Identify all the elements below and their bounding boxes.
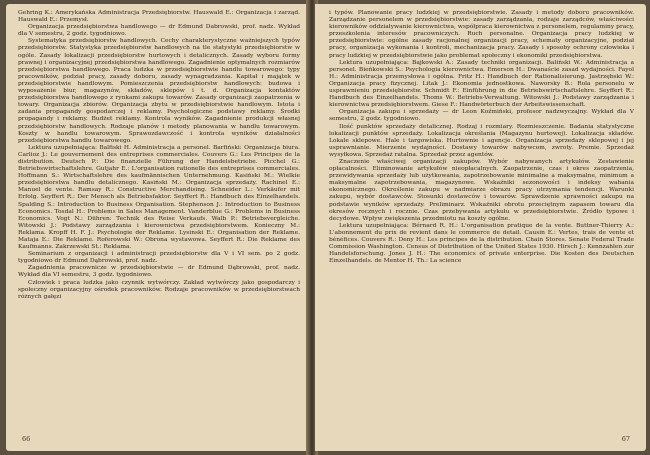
paragraph: Organizacja przedsiębiorstwa handlowego — dr Edmund Dabrowski, prof. nadz. Wykład dla V semestru, 2 godz. tygodniowo. [18, 24, 300, 38]
paragraph: Ilość punktów sprzedaży detalicznej. Rodzaj i rozmiary. Rozmieszczenie. Badania statystyczne lokalizacji punktów sprzedaży. Lokalizacja określania (Magazynu hurtowej). Lokalizacja składów. Lokale sklepowe. Hale i targowiska. Hurtownie i agencje. Organizacja sprzedaży sklepowej i jej usprawnianie. Mierzenie wydajności. Dostawy towarów nabywcom, zwroty. Premie. Sprzedaż wysyłkowa. Sprzedaż ratalna. Sprzedaż przez agentów. [329, 123, 634, 158]
paragraph: i typów. Planowanie pracy ludzkiej w przedsiębiorstwie. Zasady i metody doboru pracowników. Zarządzanie personelem w przedsiębiorstwie: zasady zarządzania, rodzaje zarządców, właściwości kierowników oddziaływanie kierownictwa, współpraca kierownictwa z personelem, regulaminy pracy, przeszkolenia interesów pracowniczych. Ruch personalne. Organizacja pracy ludzkiej w przedsiębiorstwie: ogólne zasady racjonalnej organizacji pracy, schematy organizacyjne, podział pracy, organizacja wykonania i kontroli, mechanizacja pracy. Zasady i sposoby ochrony człowieka i pracy ludzkiej w przedsiębiorstwie jako problemat społeczny i ekonomiki przedsiębiorstwa. [329, 10, 634, 59]
right-page-text [329, 10, 634, 265]
paragraph: Znaczenie właściwej organizacji zakupów. Wybór nabywanych artykułów. Zestawienie opłacalności. Eliminowanie artykułów nieopłacalnych. Zaopatrzenie, czas i okres zaopatrzenia, przewidywania sprzedaży lub użytkowania, zapotrzebowanie minimalne a maksymalne, minimum a maksymalne zapotrzebowania, magazynowe. Wskaźniki sezonowości i indeksy wahania ekonomicznego. Określenie zakupu w nadmiarze obrazu pracy utrzymania tendencji. Warunki zakupu, wybór dostawców. Stosunki dostawców i towarów. Sprawdzenie sprawności zakupu na podstawie wyników sprzedaży. Preliminarz. Wskaźniki obrotu przeciętnym zapasem towaru dla okresów rocznych i rocznie. Czas przebywania artykułu w przedsiębiorstwie. Źródło typowe i decydowe. Wpływ zwiększenia przedmiotu na koszty ogólne. [329, 158, 634, 222]
page-number-right: 67 [621, 435, 630, 443]
page-number-left: 66 [22, 435, 31, 443]
paragraph: Gehring K.: Amerykańska Administracja Przedsiębiorstw. Hauswald E.: Organizacja i zarząd. Hauswald E.: Przemysł. [18, 10, 300, 24]
paragraph: Człowiek i praca ludzka jako czynnik wytwórczy. Zakład wytwórczy jako gospodarczy i społeczny organizacyjny ośrodek pracowników. Rodzaje pracowników w przedsiębiorstwach różnych gałęzi [18, 279, 300, 300]
paragraph: Seminarium z organizacji i administracji przedsiębiorstw dla V i VI sem. po 2 godz. tygodniowo dr Edmund Dąbrowski, prof. nadz. [18, 251, 300, 265]
paragraph: Systematyka przedsiębiorstw handlowych. Cechy charakterystyczne ważniejszych typów przedsiębiorstw. Statystyka przedsiębiorstw handlowych na tle statystyki przedsiębiorstw w ogóle. Zasady lokalizacji przedsiębiorstw hurtowych i detalicznych. Zasady wyboru formy prawnej i organizacyjnej przedsiębiorstwa handlowego. Zagadnienie optymalnych rozmiarów przedsiębiorstwa handlowego. Praca ludzka w przedsiębiorstwie handlu towarowego: typy pracowników, podział pracy, zasady doboru, zasady wynagradzania. Kapitał i majątek w przedsiębiorstwie handlowym. Pomieszczenia przedsiębiorstw handlowych: budowa i wyposażenie biur, magazynów, składów, sklepów i t. d. Organizacja kontaktów przedsiębiorstwa handlowego z rynkami zakupu towarów. Zasady organizacji zaopatrzenia w towary. Organizacja zbiorów. Organizacja zbytu w przedsiębiorstwie handlowym. Istota i zadania propagandy gospodarczej i reklamy. Psychologiczne podstawy reklamy. Środki propagandy i reklamy. Budżet reklamy. Kontrola wyników. Zagadnienie produkcji własnej przedsiębiorstw handlowych. Rodzaje planów i metody planowania w handlu towarowym. Koszty w handlu towarowym. Sprawozdawczość i kontrola wyników działalności przedsiębiorstwa handlu towarowego. [18, 38, 300, 144]
paragraph: Lektura uzupełniająca: Balfiski H. Administracja a personel. Barfiński: Organizacja biura. Carlioz J.: Le gouvernement des entreprises commerciales. Couvers G.: Les Principes de la distribution. Deutsch P.: Die finanzielle Führung der Handelsbetriebe. Picchel G.: Betriebswirtschaftslehre. Gutjahr E.: L'organisation rationelle des entreprises commerciales. Hoffmann S.: Wirtschaftslehre des kaufmännischen Unternehmung. Kasiński M.: Wielkie przedsiębiorstwa handlu detalicznego. Kasiński M.: Organizacja sprzedaży. Rachinel E.: Manuel de vente. Ramsay R.: Constructive Merchandising. Schneider L.: Verkäufer mit Erfolg. Seyffert R.: Der Mensch als Betriebsfaktor. Seyffert R.: Handbuch des Einzelhandels. Spalding S.: Introduction to Business Organisation. Stephenson J.: Introduction to Business Economics. Tosdal H.: Problems in Sales Management. Vanderblue G.: Problems in Business Economics. Vogt N.: Dühren: Technik des Reise Verkaufs. Walb P.: Betriebsvergleiche. Witowski J.: Podstawy zarządzania i kierownictwa przedsiębiorstwem. Konieczny M.: Reklama. Kropff H. F. J.: Psychologie der Reklame. Lysinski E.: Organisation der Reklame. Mataja E.: Die Reklame. Roferowski W.: Obrona wystawowa. Seyffert R.: Die Reklame des Kaufmanns. Zakrzewski St.: Reklama. [18, 144, 300, 251]
paragraph: Lektura uzupełniająca: Bajkowski A.: Zasady techniki organizacji. Baliński W.: Administracja a personel. Bieńkowski S.: Psychologia kierownictwa. Emerson H.: Dwanaście zasad wydajności. Fayol H.: Administracja przemysłowa i ogólna. Fritz H.: Handbuch der Rationalisierung. Jastrzębski W.: Organizacja pracy fizycznej. Litak J.: Ekonomia jednostkowa. Naworsky B.: Rola personelu w usprawnieniu przedsiębiorstw. Schmidt F.: Einführung in die Betriebswirtschaftslehre. Seyffert R.: Handbuch des Einzelhandels. Thoms W.: Betriebs-Verwaltung. Witowski J.: Podstawy zarządzania i kierownictwa przedsiębiorstwem. Giese F.: Handwörterbuch der Arbeitswissenschaft. [329, 59, 634, 109]
paragraph: Organizacja zakupu i sprzedaży — dr Leon Koźmiński, profesor nadzwyczajny. Wykład dla V semestru, 2 godz. tygodniowo. [329, 109, 634, 123]
left-page [6, 4, 310, 451]
left-page-text [18, 10, 300, 301]
paragraph: Zagadnienia pracownicze w przedsiębiorstwie — dr Edmund Dąbrowski, prof. nadz. Wykład dla VI semestru, 3 godz. tygodniowo. [18, 265, 300, 279]
paragraph: Lektura uzupełniająca: Bérnard R. H.: L'organisation pratique de la vente. Buttner-Thierry A.: L'abonnement du prix de revient dans le commerce de detail. Causin E.: Vertes, trais de vente et bénéfices. Couvers R.: Deny H.: Les principes de la distribution. Chain Stores. Senate Federal Trade Commission Washington. Census of Distribution of the United States 1930. Hirsch J.: Kennzahlen zur Handelsforschung. Jones J. H.: The economics of private enterprise. Die Kosten des Deutschen Einzelhandels. de Mentor H. Th.: La science [329, 222, 634, 265]
right-page [315, 4, 646, 451]
